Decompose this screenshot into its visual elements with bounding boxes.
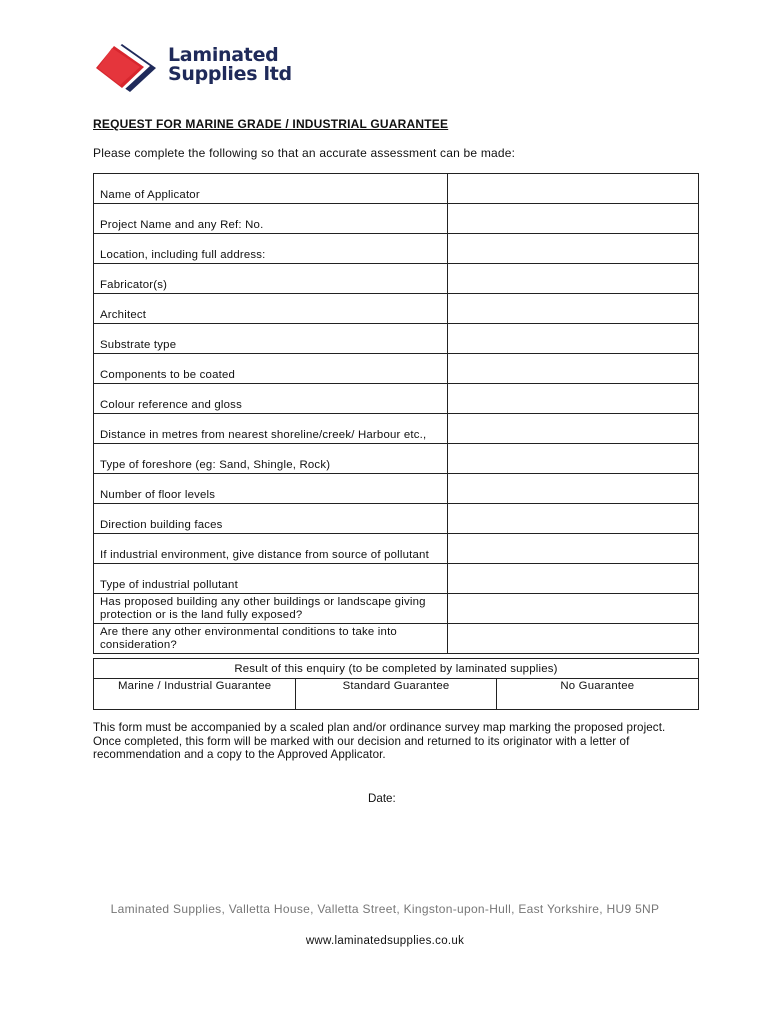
- form-row-label: Direction building faces: [94, 504, 448, 534]
- option-marine-industrial[interactable]: Marine / Industrial Guarantee: [94, 679, 296, 710]
- form-row-label: Fabricator(s): [94, 264, 448, 294]
- footer-website-link[interactable]: www.laminatedsupplies.co.uk: [305, 935, 465, 947]
- form-row: [94, 324, 699, 354]
- form-row-value-field[interactable]: [447, 234, 698, 264]
- form-row-value-field[interactable]: [447, 504, 698, 534]
- form-row-value-field[interactable]: [447, 174, 698, 204]
- form-row-value-field[interactable]: [447, 594, 698, 624]
- form-row: [94, 234, 699, 264]
- form-row: [94, 354, 699, 384]
- form-row: [94, 624, 699, 654]
- intro-text: Please complete the following so that an accurate assessment can be made:: [93, 146, 516, 160]
- form-row: [94, 414, 699, 444]
- form-row: [94, 384, 699, 414]
- form-row-label: Name of Applicator: [94, 174, 448, 204]
- applicant-form-table: [93, 173, 699, 654]
- form-row-value-field[interactable]: [447, 534, 698, 564]
- form-row-label: Architect: [94, 294, 448, 324]
- form-row-label: Components to be coated: [94, 354, 448, 384]
- result-table: [93, 658, 699, 710]
- form-row: [94, 444, 699, 474]
- form-row-label: Are there any other environmental conditions to take into consideration?: [94, 624, 448, 654]
- form-row-value-field[interactable]: [447, 324, 698, 354]
- form-row-label: Type of industrial pollutant: [94, 564, 448, 594]
- form-row-label: Number of floor levels: [94, 474, 448, 504]
- form-row-label: Substrate type: [94, 324, 448, 354]
- form-row-value-field[interactable]: [447, 444, 698, 474]
- form-row-label: Project Name and any Ref: No.: [94, 204, 448, 234]
- instructions-paragraph: This form must be accompanied by a scaled plan and/or ordinance survey map marking the proposed project. Once completed, this form will be marked with our decision and returned to its originator with a letter of recommendation and a copy to the Approved Applicator.: [93, 721, 666, 761]
- form-row: [94, 474, 699, 504]
- form-row-value-field[interactable]: [447, 564, 698, 594]
- option-no-guarantee[interactable]: No Guarantee: [496, 679, 698, 710]
- form-row-label: Distance in metres from nearest shoreline/creek/ Harbour etc.,: [94, 414, 448, 444]
- form-row-label: Type of foreshore (eg: Sand, Shingle, Rock): [94, 444, 448, 474]
- form-row-value-field[interactable]: [447, 204, 698, 234]
- form-row-label: Colour reference and gloss: [94, 384, 448, 414]
- form-row-value-field[interactable]: [447, 384, 698, 414]
- form-row-value-field[interactable]: [447, 474, 698, 504]
- result-heading: Result of this enquiry (to be completed by laminated supplies): [94, 659, 699, 679]
- form-row: [94, 174, 699, 204]
- logo-mark-icon: [92, 38, 168, 94]
- form-row-value-field[interactable]: [447, 294, 698, 324]
- form-row: [94, 534, 699, 564]
- form-row-value-field[interactable]: [447, 624, 698, 654]
- form-row: [94, 264, 699, 294]
- logo-line-2: Supplies ltd: [168, 63, 292, 85]
- form-row-value-field[interactable]: [447, 354, 698, 384]
- date-label: Date:: [368, 792, 396, 805]
- form-row: [94, 204, 699, 234]
- form-row-label: Has proposed building any other buildings or landscape giving protection or is the land fully exposed?: [94, 594, 448, 624]
- form-row: [94, 504, 699, 534]
- form-row-value-field[interactable]: [447, 264, 698, 294]
- form-row-value-field[interactable]: [447, 414, 698, 444]
- logo-line-1: Laminated: [168, 44, 279, 66]
- company-logo: [92, 38, 292, 94]
- option-standard[interactable]: Standard Guarantee: [296, 679, 496, 710]
- form-row: [94, 564, 699, 594]
- form-row-label: If industrial environment, give distance from source of pollutant: [94, 534, 448, 564]
- form-row: [94, 594, 699, 624]
- form-row-label: Location, including full address:: [94, 234, 448, 264]
- form-row: [94, 294, 699, 324]
- footer-address: Laminated Supplies, Valletta House, Valletta Street, Kingston-upon-Hull, East Yorkshire, HU9 5NP: [110, 902, 660, 916]
- page-title: REQUEST FOR MARINE GRADE / INDUSTRIAL GUARANTEE: [93, 117, 449, 131]
